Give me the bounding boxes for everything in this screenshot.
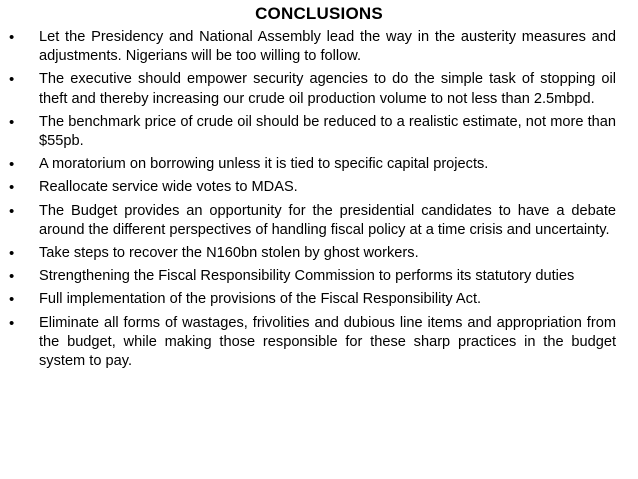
- list-item: [8, 314, 616, 372]
- list-item-text: Strengthening the Fiscal Responsibility Commission to performs its statutory duties: [39, 268, 575, 285]
- list-item-text: Reallocate service wide votes to MDAS.: [39, 179, 298, 196]
- bullet-icon: •: [9, 29, 15, 46]
- list-item-text: The executive should empower security agencies to do the simple task of stopping oil theft and thereby increasing our crude oil production volume to not less than 2.5mbpd.: [39, 71, 616, 107]
- bullet-icon: •: [9, 245, 15, 263]
- bullet-icon: •: [9, 291, 15, 309]
- list-item-text: A moratorium on borrowing unless it is tied to specific capital projects.: [39, 156, 489, 173]
- list-item-text: The benchmark price of crude oil should be reduced to a realistic estimate, not more than $55pb.: [39, 113, 616, 150]
- list-item: [8, 113, 616, 151]
- bullet-icon: •: [9, 314, 15, 332]
- bullet-icon: •: [9, 71, 15, 89]
- bullet-icon: •: [9, 156, 15, 174]
- conclusions-list: [8, 28, 616, 375]
- bullet-icon: •: [9, 179, 15, 197]
- list-item-text: Eliminate all forms of wastages, frivolities and dubious line items and appropriation from the budget, while making those responsible for these sharp practices in the budget system to pay.: [39, 314, 616, 370]
- list-item: [8, 202, 616, 240]
- list-item: [8, 178, 616, 197]
- bullet-icon: •: [9, 113, 15, 131]
- list-item: [8, 267, 616, 286]
- list-item: [8, 70, 616, 108]
- slide-title: CONCLUSIONS: [255, 4, 383, 23]
- list-item-text: Take steps to recover the N160bn stolen by ghost workers.: [39, 245, 419, 262]
- bullet-icon: •: [9, 268, 15, 286]
- list-item: [8, 290, 616, 309]
- list-item: [8, 244, 616, 263]
- list-item-text: Let the Presidency and National Assembly lead the way in the austerity measures and adjustments. Nigerians will be too willing to follow.: [39, 29, 616, 65]
- bullet-icon: •: [9, 202, 15, 220]
- list-item: [8, 155, 616, 174]
- list-item: [8, 28, 616, 66]
- list-item-text: The Budget provides an opportunity for the presidential candidates to have a debate around the different perspectives of handling fiscal policy at a time crisis and uncertainty.: [39, 202, 616, 238]
- list-item-text: Full implementation of the provisions of the Fiscal Responsibility Act.: [39, 291, 482, 308]
